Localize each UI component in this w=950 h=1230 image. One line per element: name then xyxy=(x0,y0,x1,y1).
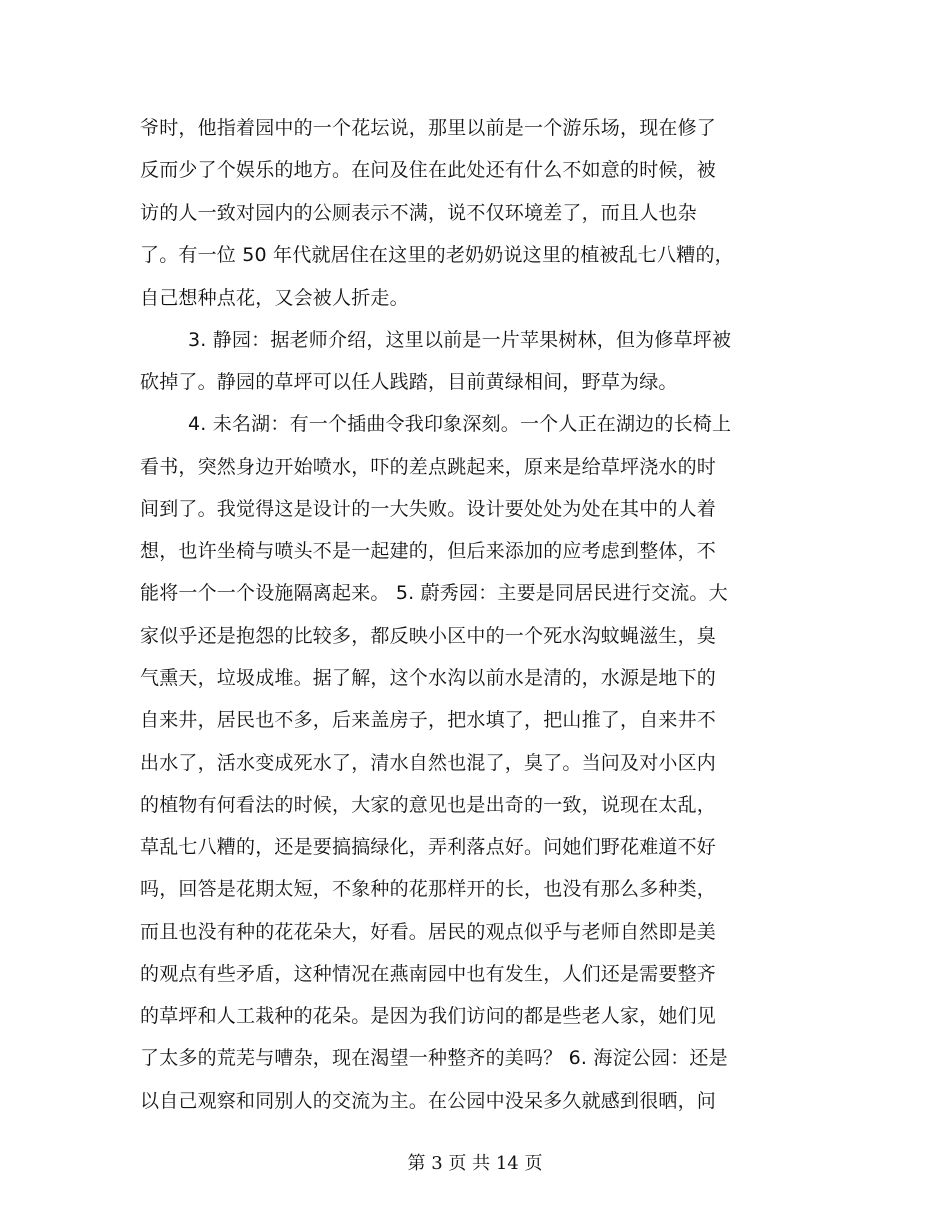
body-text-line: 访的人一致对园内的公厕表示不满，说不仅环境差了，而且人也杂 xyxy=(140,202,697,224)
body-text-line: 的观点有些矛盾，这种情况在燕南园中也有发生，人们还是需要整齐 xyxy=(140,963,717,985)
body-text-line: 4. 未名湖：有一个插曲令我印象深刻。一个人正在湖边的长椅上 xyxy=(188,413,732,435)
body-text-line: 了太多的荒芜与嘈杂，现在渴望一种整齐的美吗？ 6. 海淀公园：还是 xyxy=(140,1047,728,1069)
body-text-line: 了。有一位 50 年代就居住在这里的老奶奶说这里的植被乱七八糟的， xyxy=(140,244,734,266)
body-text-line: 吗，回答是花期太短，不象种的花那样开的长，也没有那么多种类， xyxy=(140,878,717,900)
body-text-line: 反而少了个娱乐的地方。在问及住在此处还有什么不如意的时候，被 xyxy=(140,159,717,181)
body-text-line: 间到了。我觉得这是设计的一大失败。设计要处处为处在其中的人着 xyxy=(140,498,717,520)
body-text-line: 家似乎还是抱怨的比较多，都反映小区中的一个死水沟蚊蝇滋生，臭 xyxy=(140,625,717,647)
body-text-line: 自己想种点花，又会被人折走。 xyxy=(140,287,409,309)
page-number-footer: 第 3 页 共 14 页 xyxy=(407,1153,543,1174)
body-text-line: 能将一个一个设施隔离起来。 5. 蔚秀园：主要是同居民进行交流。大 xyxy=(140,582,728,604)
body-text-line: 想，也许坐椅与喷头不是一起建的，但后来添加的应考虑到整体，不 xyxy=(140,540,717,562)
body-text-line: 的植物有何看法的时候，大家的意见也是出奇的一致，说现在太乱， xyxy=(140,794,717,816)
body-text-line: 草乱七八糟的，还是要搞搞绿化，弄利落点好。问她们野花难道不好 xyxy=(140,836,717,858)
body-text-line: 气熏天，垃圾成堆。据了解，这个水沟以前水是清的，水源是地下的 xyxy=(140,667,717,689)
body-text-line: 的草坪和人工栽种的花朵。是因为我们访问的都是些老人家，她们见 xyxy=(140,1005,717,1027)
body-text-line: 看书，突然身边开始喷水，吓的差点跳起来，原来是给草坪浇水的时 xyxy=(140,456,717,478)
body-text-line: 3. 静园：据老师介绍，这里以前是一片苹果树林，但为修草坪被 xyxy=(188,329,732,351)
body-text-line: 自来井，居民也不多，后来盖房子，把水填了，把山推了，自来井不 xyxy=(140,709,717,731)
body-text-line: 以自己观察和同别人的交流为主。在公园中没呆多久就感到很晒，问 xyxy=(140,1090,717,1112)
body-text-line: 而且也没有种的花花朵大，好看。居民的观点似乎与老师自然即是美 xyxy=(140,921,717,943)
body-text-line: 爷时，他指着园中的一个花坛说，那里以前是一个游乐场，现在修了 xyxy=(140,117,717,139)
body-text-line: 砍掉了。静园的草坪可以任人践踏，目前黄绿相间，野草为绿。 xyxy=(140,371,678,393)
body-text-line: 出水了，活水变成死水了，清水自然也混了，臭了。当问及对小区内 xyxy=(140,752,717,774)
